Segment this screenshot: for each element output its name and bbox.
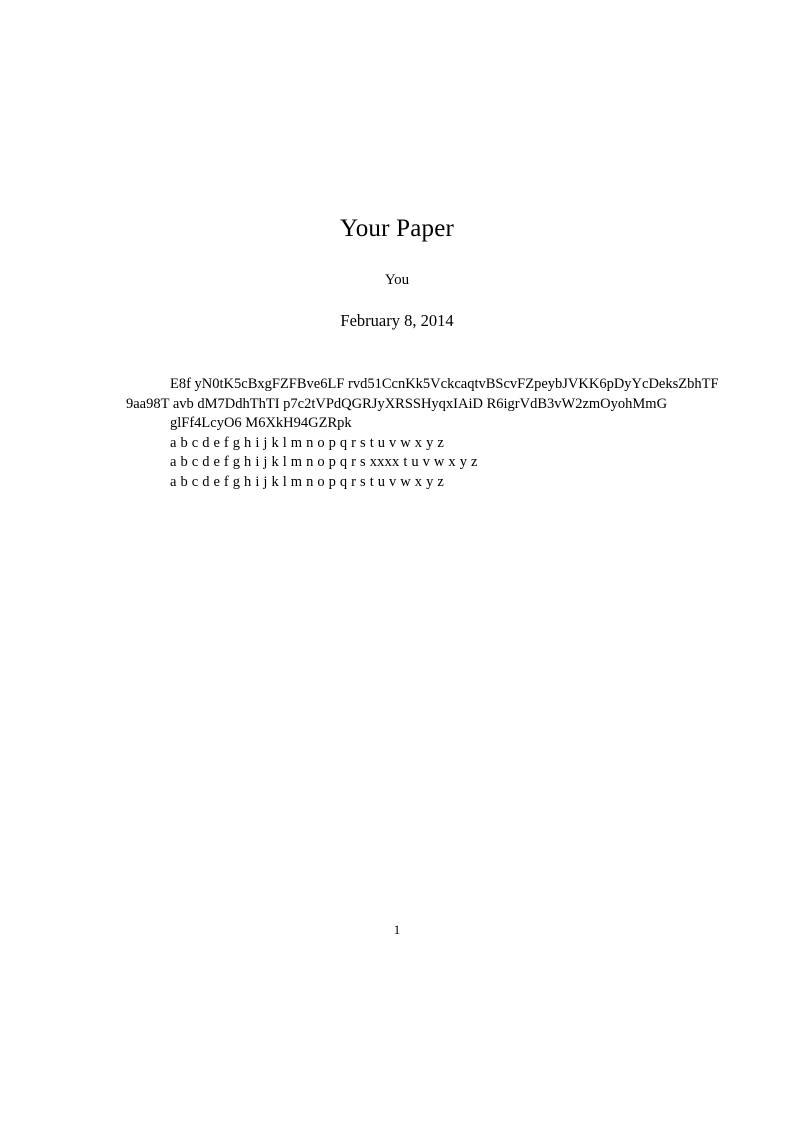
page-number: 1 (393, 922, 401, 937)
paragraph-line: glFf4LcyO6 M6XkH94GZRpk (170, 415, 352, 432)
author-name: You (384, 272, 410, 288)
page-title: Your Paper (339, 215, 455, 242)
paragraph-line: E8f yN0tK5cBxgFZFBve6LF rvd51CcnKk5VckcaqtvBScvFZpeybJVKK6pDyYcDeksZbhTF (170, 376, 719, 392)
alphabet-line: a b c d e f g h i j k l m n o p q r s t u v w x y z (170, 473, 444, 490)
paragraph-line: 9aa98T avb dM7DdhThTI p7c2tVPdQGRJyXRSSHyqxIAiD R6igrVdB3vW2zmOyohMmG (126, 395, 668, 412)
alphabet-line: a b c d e f g h i j k l m n o p q r s xxxx t u v w x y z (170, 454, 478, 471)
title-block (0, 214, 794, 331)
body-text (126, 375, 794, 493)
publication-date: February 8, 2014 (340, 311, 454, 330)
alphabet-line: a b c d e f g h i j k l m n o p q r s t u v w x y z (170, 434, 444, 451)
